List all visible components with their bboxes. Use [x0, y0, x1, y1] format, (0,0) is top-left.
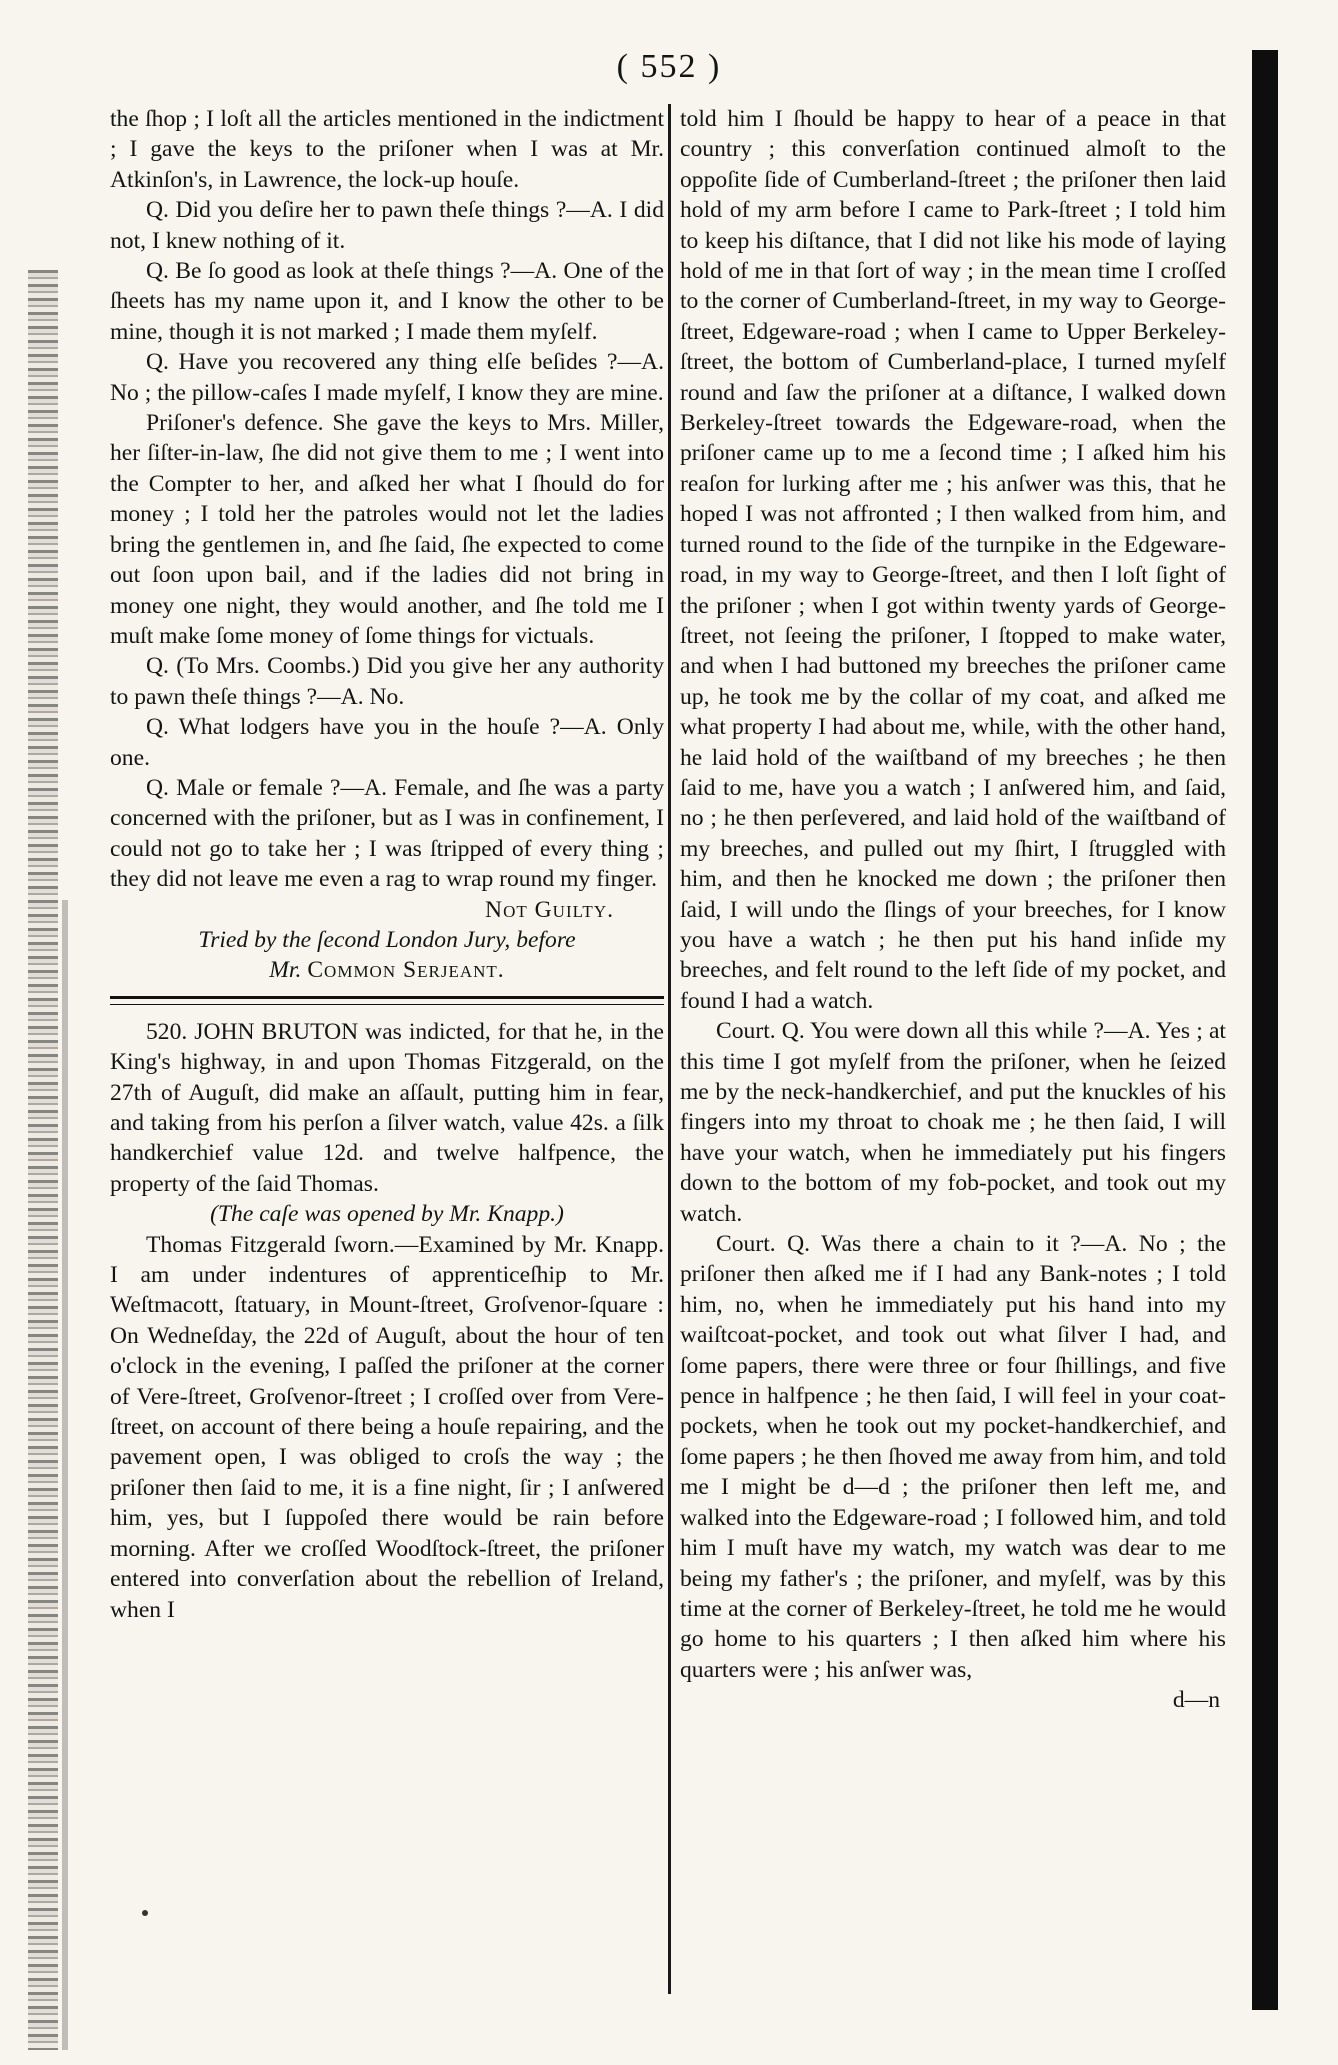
- column-divider: [668, 104, 671, 1994]
- verdict: Not Guilty.: [485, 896, 614, 923]
- judge-prefix: Mr.: [269, 957, 302, 984]
- paragraph: Q. Have you recovered any thing elſe beſides ?—A. No ; the pillow-caſes I made myſelf, I know they are mine.: [110, 349, 664, 406]
- paragraph: the ſhop ; I loſt all the articles mentioned in the indictment ; I gave the keys to the priſoner when I was at Mr. Atkinſon's, in Lawrence, the lock-up houſe.: [110, 106, 664, 193]
- page-edge-shadow: [1252, 50, 1278, 2010]
- judge-line: [110, 955, 664, 985]
- tried-by-line: Tried by the ſecond London Jury, before: [198, 926, 576, 953]
- page-number: ( 552 ): [616, 48, 722, 85]
- section-rule: [110, 996, 664, 1005]
- left-column: [110, 104, 664, 1625]
- paragraph: Q. What lodgers have you in the houſe ?—A. Only one.: [110, 714, 664, 771]
- paragraph: Q. Be ſo good as look at theſe things ?—A. One of the ſheets has my name upon it, and I know the other to be mine, though it is not marked ; I made them myſelf.: [110, 258, 664, 345]
- judge-name: Common Serjeant.: [307, 957, 505, 984]
- paragraph: Q. Did you deſire her to pawn theſe things ?—A. I did not, I knew nothing of it.: [110, 197, 664, 254]
- witness-paragraph: Thomas Fitzgerald ſworn.—Examined by Mr. Knapp. I am under indentures of apprenticeſhip to Mr. Weſtmacott, ſtatuary, in Mount-ſtreet, Groſvenor-ſquare : On Wedneſday, the 22d of Auguſt, about the hour of ten o'clock in the evening, I paſſed the priſoner at the corner of Vere-ſtreet, Groſvenor-ſtreet ; I croſſed over from Vere-ſtreet, on account of there being a houſe repairing, and the pavement open, I was obliged to croſs the way ; the priſoner then ſaid to me, it is a fine night, ſir ; I anſwered him, yes, but I ſuppoſed there would be rain before morning. After we croſſed Woodſtock-ſtreet, the priſoner entered into converſation about the rebellion of Ireland, when I: [110, 1231, 664, 1623]
- case-opened-note: (The caſe was opened by Mr. Knapp.): [210, 1201, 564, 1228]
- binding-shadow: [62, 900, 68, 2050]
- case-paragraph: 520. JOHN BRUTON was indicted, for that he, in the King's highway, in and upon Thomas Fitzgerald, on the 27th of Auguſt, did make an aſſault, putting him in fear, and taking from his perſon a ſilver watch, value 42s. a ſilk handkerchief value 12d. and twelve halfpence, the property of the ſaid Thomas.: [110, 1018, 664, 1197]
- paragraph: told him I ſhould be happy to hear of a peace in that country ; this converſation continued almoſt to the oppoſite ſide of Cumberland-ſtreet ; the priſoner then laid hold of my arm before I came to Park-ſtreet ; I told him to keep his diſtance, that I did not like his mode of laying hold of me in that ſort of way ; in the mean time I croſſed to the corner of Cumberland-ſtreet, in my way to George-ſtreet, Edgeware-road ; when I came to Upper Berkeley-ſtreet, the bottom of Cumberland-place, I turned myſelf round and ſaw the priſoner at a diſtance, I walked down Berkeley-ſtreet towards the Edgeware-road, when the priſoner came up to me a ſecond time ; I aſked him his reaſon for lurking after me ; his anſwer was this, that he hoped I was not affronted ; I then walked from him, and turned round to the ſide of the turnpike in the Edgeware-road, in my way to George-ſtreet, and then I loſt ſight of the priſoner ; when I got within twenty yards of George-ſtreet, not ſeeing the priſoner, I ſtopped to make water, and when I had buttoned my breeches the priſoner came up, he took me by the collar of my coat, and aſked me what property I had about me, while, with the other hand, he laid hold of the waiſtband of my breeches ; he then ſaid to me, have you a watch ; I anſwered him, and ſaid, no ; he then perſevered, and laid hold of the waiſtband of my breeches, and pulled out my ſhirt, I ſtruggled with him, and then he knocked me down ; the priſoner then ſaid, I will undo the ſlings of your breeches, for I know you have a watch ; he then put his hand inſide my breeches, and felt round to the left ſide of my pocket, and found I had a watch.: [680, 106, 1226, 1014]
- paragraph: Court. Q. Was there a chain to it ?—A. No ; the priſoner then aſked me if I had any Bank-notes ; I told him, no, when he immediately put his hand into my waiſtcoat-pocket, and took out what ſilver I had, and ſome papers, there were three or four ſhillings, and five pence in halfpence ; he then ſaid, I will feel in your coat-pockets, when he took out my pocket-handkerchief, and ſome papers ; he then ſhoved me away from him, and told me I might be d—d ; the priſoner then left me, and walked into the Edgeware-road ; I followed him, and told him I muſt have my watch, my watch was dear to me being my father's ; the priſoner, and myſelf, was by this time at the corner of Berkeley-ſtreet, he told me he would go home to his quarters ; I then aſked him where his quarters were ; his anſwer was,: [680, 1231, 1226, 1683]
- paragraph: Q. (To Mrs. Coombs.) Did you give her any authority to pawn theſe things ?—A. No.: [110, 653, 664, 710]
- ink-spot: [142, 1910, 148, 1916]
- book-binding-edge: [28, 270, 58, 2050]
- right-column: [680, 104, 1226, 1716]
- paragraph: Court. Q. You were down all this while ?—A. Yes ; at this time I got myſelf from the priſoner, when he ſeized me by the neck-handkerchief, and put the knuckles of his fingers into my throat to choak me ; he then ſaid, I will have your watch, when he immediately put his fingers down to the bottom of my fob-pocket, and took out my watch.: [680, 1018, 1226, 1227]
- paragraph: Q. Male or female ?—A. Female, and ſhe was a party concerned with the priſoner, but as I was in confinement, I could not go to take her ; I was ſtripped of every thing ; they did not leave me even a rag to wrap round my finger.: [110, 774, 664, 893]
- catchword: d—n: [1172, 1687, 1220, 1714]
- paragraph: Priſoner's defence. She gave the keys to Mrs. Miller, her ſiſter-in-law, ſhe did not give them to me ; I went into the Compter to her, and aſked her what I ſhould do for money ; I told her the patroles would not let the ladies bring the gentlemen in, and ſhe ſaid, ſhe expected to come out ſoon upon bail, and if the ladies did not bring in money one night, they would another, and ſhe told me I muſt make ſome money of ſome things for victuals.: [110, 410, 664, 649]
